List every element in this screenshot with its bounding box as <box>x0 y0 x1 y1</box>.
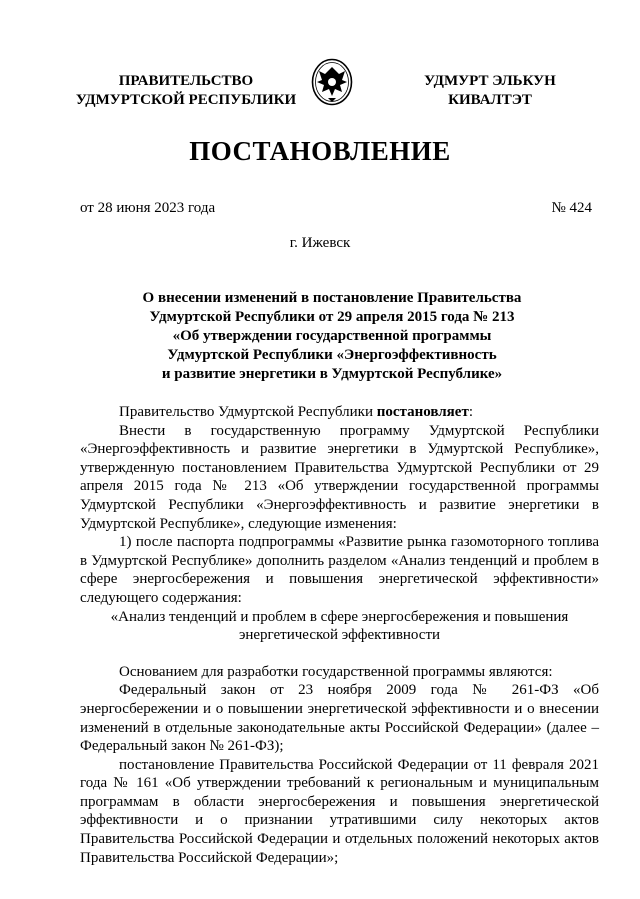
issuer-right <box>400 72 580 110</box>
subject-line: «Об утверждении государственной программы <box>172 328 492 344</box>
document-city: г. Ижевск <box>289 235 351 251</box>
paragraph-resolves <box>80 403 599 422</box>
document-subject <box>120 289 544 384</box>
issuer-left <box>56 72 316 110</box>
document-body <box>80 403 599 867</box>
issuer-right-line2: КИВАЛТЭТ <box>448 92 532 108</box>
issuer-right-line1: УДМУРТ ЭЛЬКУН <box>424 73 556 89</box>
subject-line: О внесении изменений в постановление Правительства <box>142 290 522 306</box>
document-number: № 424 <box>551 200 592 216</box>
resolves-keyword: постановляет <box>376 404 469 420</box>
document-date: от 28 июня 2023 года <box>80 200 216 216</box>
subject-line: Удмуртской Республики «Энергоэффективность <box>167 347 497 363</box>
coat-of-arms-icon <box>311 58 353 106</box>
section-heading-line2: энергетической эффективности <box>238 627 441 644</box>
paragraph-amend: Внести в государственную программу Удмуртской Республики «Энергоэффективность и развитие энергетики в Удмуртской Республике», утвержденную постановлением Правительства Удмуртской Республики от 29 апреля 2015 года № 213 «Об утверждении государственной программы Удмуртской Республики «Энергоэффективность и развитие энергетики в Удмуртской Республике», следующие изменения: <box>80 422 599 532</box>
issuer-left-line2: УДМУРТСКОЙ РЕСПУБЛИКИ <box>75 92 297 108</box>
resolves-colon: : <box>468 404 473 420</box>
paragraph-item-1: 1) после паспорта подпрограммы «Развитие рынка газомоторного топлива в Удмуртской Республике» дополнить разделом «Анализ тенденций и проблем в сфере энергосбережения и повышения энергетической эффективности» следующего содержания: <box>80 534 599 606</box>
subject-line: Удмуртской Республики от 29 апреля 2015 года № 213 <box>149 309 515 325</box>
issuer-left-line1: ПРАВИТЕЛЬСТВО <box>118 73 254 89</box>
subject-line: и развитие энергетики в Удмуртской Республике» <box>161 366 503 382</box>
paragraph-basis: Основанием для разработки государственной программы являются: <box>119 663 553 680</box>
document-title: ПОСТАНОВЛЕНИЕ <box>189 136 451 166</box>
paragraph-federal-law: Федеральный закон от 23 ноября 2009 года № 261-ФЗ «Об энергосбережении и о повышении энергетической эффективности и о внесении изменений в отдельные законодательные акты Российской Федерации» (далее – Федеральный закон № 261-ФЗ); <box>80 682 599 755</box>
paragraph-government-decree: постановление Правительства Российской Федерации от 11 февраля 2021 года № 161 «Об утверждении требований к региональным и муниципальным программам в области энергосбережения и повышения энергетической эффективности и о признании утратившими силу некоторых актов Правительства Российской Федерации и отдельных положений некоторых актов Правительства Российской Федерации»; <box>80 756 599 866</box>
section-heading-line1: «Анализ тенденций и проблем в сфере энергосбережения и повышения <box>110 608 569 625</box>
spacer <box>80 645 599 663</box>
resolves-text: Правительство Удмуртской Республики <box>119 404 377 420</box>
